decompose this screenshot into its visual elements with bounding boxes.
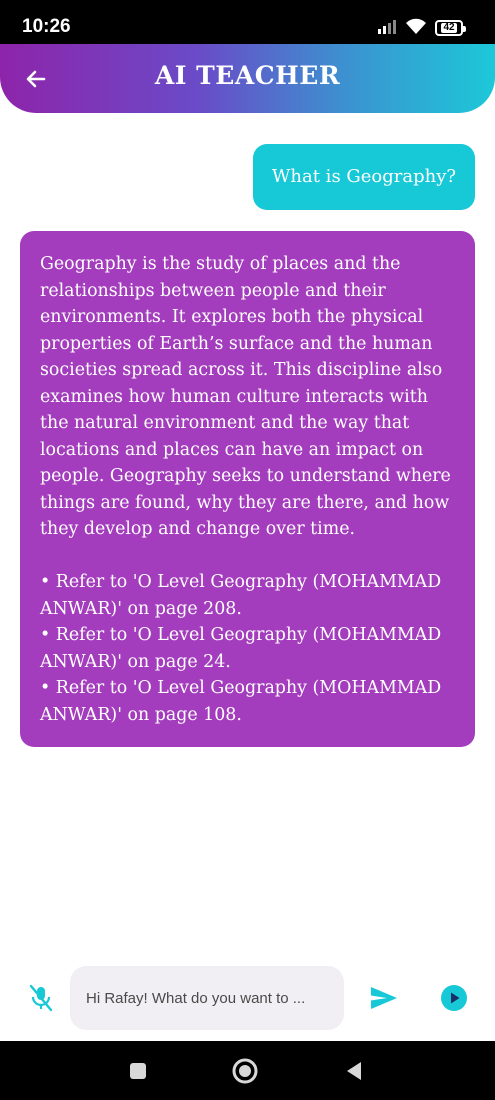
system-nav-bar — [0, 1041, 495, 1100]
app-header — [0, 44, 495, 113]
back-nav-button[interactable] — [340, 1057, 368, 1085]
signal-icon — [377, 18, 397, 38]
page-title: AI TEACHER — [154, 61, 341, 90]
status-bar — [0, 0, 495, 44]
user-message-bubble: What is Geography? — [253, 144, 475, 210]
reference-item: • Refer to 'O Level Geography (MOHAMMAD ANWAR)' on page 24. — [40, 625, 442, 672]
wifi-icon — [405, 18, 427, 39]
input-bar — [0, 963, 495, 1041]
chat-area[interactable] — [0, 113, 495, 963]
play-circle-icon — [440, 984, 468, 1012]
play-button[interactable] — [440, 984, 468, 1012]
home-button[interactable] — [231, 1057, 259, 1085]
reference-item: • Refer to 'O Level Geography (MOHAMMAD ANWAR)' on page 208. — [40, 572, 442, 619]
send-button[interactable] — [366, 982, 402, 1014]
reference-item: • Refer to 'O Level Geography (MOHAMMAD ANWAR)' on page 108. — [40, 678, 442, 725]
message-input[interactable] — [70, 966, 344, 1030]
send-icon — [369, 985, 399, 1011]
battery-level: 42 — [443, 22, 455, 33]
recents-button[interactable] — [124, 1057, 152, 1085]
triangle-back-icon — [343, 1060, 365, 1082]
square-icon — [128, 1061, 148, 1081]
mic-toggle-button[interactable] — [26, 983, 56, 1013]
battery-icon — [435, 20, 463, 36]
status-time: 10:26 — [22, 16, 71, 37]
mic-off-icon — [28, 984, 54, 1012]
status-icons — [377, 16, 463, 40]
circle-icon — [231, 1057, 259, 1085]
ai-message-bubble — [20, 231, 475, 747]
ai-message-text: Geography is the study of places and the relationships between people and their environments. It explores both the physical properties of Earth’s surface and the human societies spread across it. This discipline also examines how human culture interacts with the natural environment and the way that locations and places can have an impact on people. Geography seeks to understand where things are found, why they are there, and how they develop and change over time. — [40, 254, 451, 539]
